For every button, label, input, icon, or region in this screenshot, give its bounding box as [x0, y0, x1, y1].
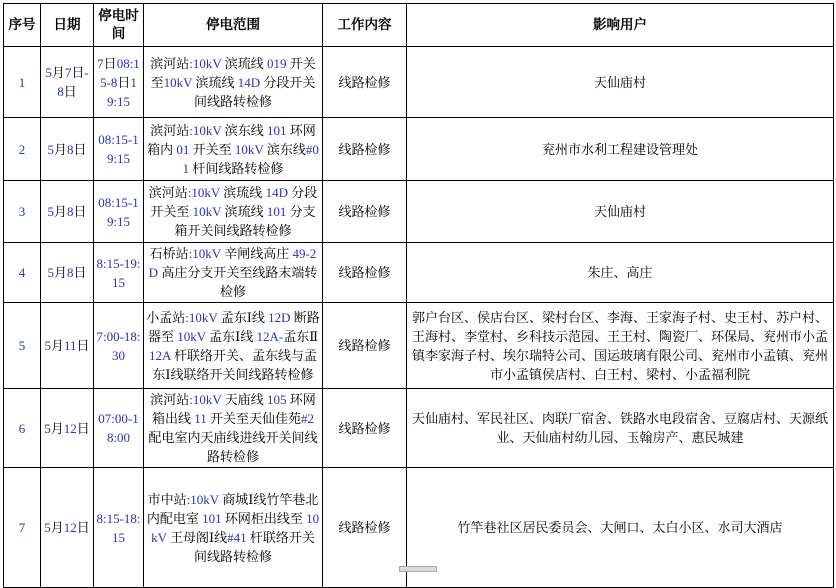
cell-no: 7 — [4, 468, 41, 588]
cell-users: 天仙庙村、军民社区、肉联厂宿舍、铁路水电段宿舍、豆腐店村、天源纸业、天仙庙村幼儿园、玉翰房产、惠民城建 — [407, 389, 834, 468]
header-row — [4, 4, 834, 47]
cell-work: 线路检修 — [323, 47, 407, 118]
outage-schedule-table — [3, 3, 834, 588]
cell-users: 天仙庙村 — [407, 181, 834, 243]
column-header-date: 日期 — [41, 4, 94, 47]
cell-date: 5月7日-8日 — [41, 47, 94, 118]
cell-no: 3 — [4, 181, 41, 243]
cell-work: 线路检修 — [323, 181, 407, 243]
cell-time: 8:15-18:15 — [94, 468, 144, 588]
cell-date: 5月8日 — [41, 243, 94, 303]
table-row — [4, 389, 834, 468]
cell-work: 线路检修 — [323, 468, 407, 588]
cell-work: 线路检修 — [323, 243, 407, 303]
cell-date: 5月12日 — [41, 389, 94, 468]
cell-no: 1 — [4, 47, 41, 118]
table-row — [4, 47, 834, 118]
cell-users: 竹竿巷社区居民委员会、大闸口、太白小区、水司大酒店 — [407, 468, 834, 588]
cell-time: 7:00-18:30 — [94, 303, 144, 389]
cell-work: 线路检修 — [323, 118, 407, 181]
cell-time: 7日08:15-8日19:15 — [94, 47, 144, 118]
cell-scope: 滨河站:10kV 滨琉线 14D 分段开关至 10kV 滨琉线 101 分支箱开关间线路转检修 — [144, 181, 323, 243]
cell-time: 08:15-19:15 — [94, 118, 144, 181]
cell-work: 线路检修 — [323, 389, 407, 468]
cell-scope: 小孟站:10kV 孟东Ⅰ线 12D 断路器至 10kV 孟东Ⅰ线 12A-孟东Ⅱ12A 杆联络开关、孟东线与孟东Ⅰ线联络开关间线路转检修 — [144, 303, 323, 389]
table-row — [4, 243, 834, 303]
cell-date: 5月12日 — [41, 468, 94, 588]
table-row — [4, 118, 834, 181]
cell-date: 5月8日 — [41, 118, 94, 181]
cell-users: 兖州市水利工程建设管理处 — [407, 118, 834, 181]
cell-no: 5 — [4, 303, 41, 389]
cell-no: 2 — [4, 118, 41, 181]
table-row — [4, 303, 834, 389]
column-header-work: 工作内容 — [323, 4, 407, 47]
cell-scope: 市中站:10kV 商城Ⅰ线竹竿巷北内配电室 101 环网柜出线至 10kV 王母阁Ⅰ线#41 杆联络开关间线路转检修 — [144, 468, 323, 588]
cell-time: 07:00-18:00 — [94, 389, 144, 468]
cell-users: 天仙庙村 — [407, 47, 834, 118]
column-header-serial: 序号 — [4, 4, 41, 47]
column-header-time: 停电时间 — [94, 4, 144, 47]
table-row — [4, 181, 834, 243]
cell-no: 4 — [4, 243, 41, 303]
cell-time: 8:15-19:15 — [94, 243, 144, 303]
cell-users: 朱庄、高庄 — [407, 243, 834, 303]
column-header-scope: 停电范围 — [144, 4, 323, 47]
cell-time: 08:15-19:15 — [94, 181, 144, 243]
cell-scope: 石桥站:10kV 辛闸线高庄 49-2D 高庄分支开关至线路末端转检修 — [144, 243, 323, 303]
scrollbar-thumb[interactable] — [399, 566, 437, 572]
cell-no: 6 — [4, 389, 41, 468]
column-header-users: 影响用户 — [407, 4, 834, 47]
cell-date: 5月8日 — [41, 181, 94, 243]
cell-date: 5月11日 — [41, 303, 94, 389]
cell-work: 线路检修 — [323, 303, 407, 389]
cell-scope: 滨河站:10kV 滨琉线 019 开关至10kV 滨琉线 14D 分段开关间线路转检修 — [144, 47, 323, 118]
cell-scope: 滨河站:10kV 天庙线 105 环网箱出线 11 开关至天仙佳苑#2 配电室内天庙线进线开关间线路转检修 — [144, 389, 323, 468]
cell-scope: 滨河站:10kV 滨东线 101 环网箱内 01 开关至 10kV 滨东线#01 杆间线路转检修 — [144, 118, 323, 181]
cell-users: 郭户台区、侯店台区、梁村台区、李海、王家海子村、史王村、苏户村、王海村、李堂村、乡科技示范园、王王村、陶瓷厂、环保局、兖州市小孟镇李家海子村、埃尔瑞特公司、国运玻璃有限公司、兖州市小孟镇、兖州市小孟镇侯店村、白王村、梁村、小孟福利院 — [407, 303, 834, 389]
